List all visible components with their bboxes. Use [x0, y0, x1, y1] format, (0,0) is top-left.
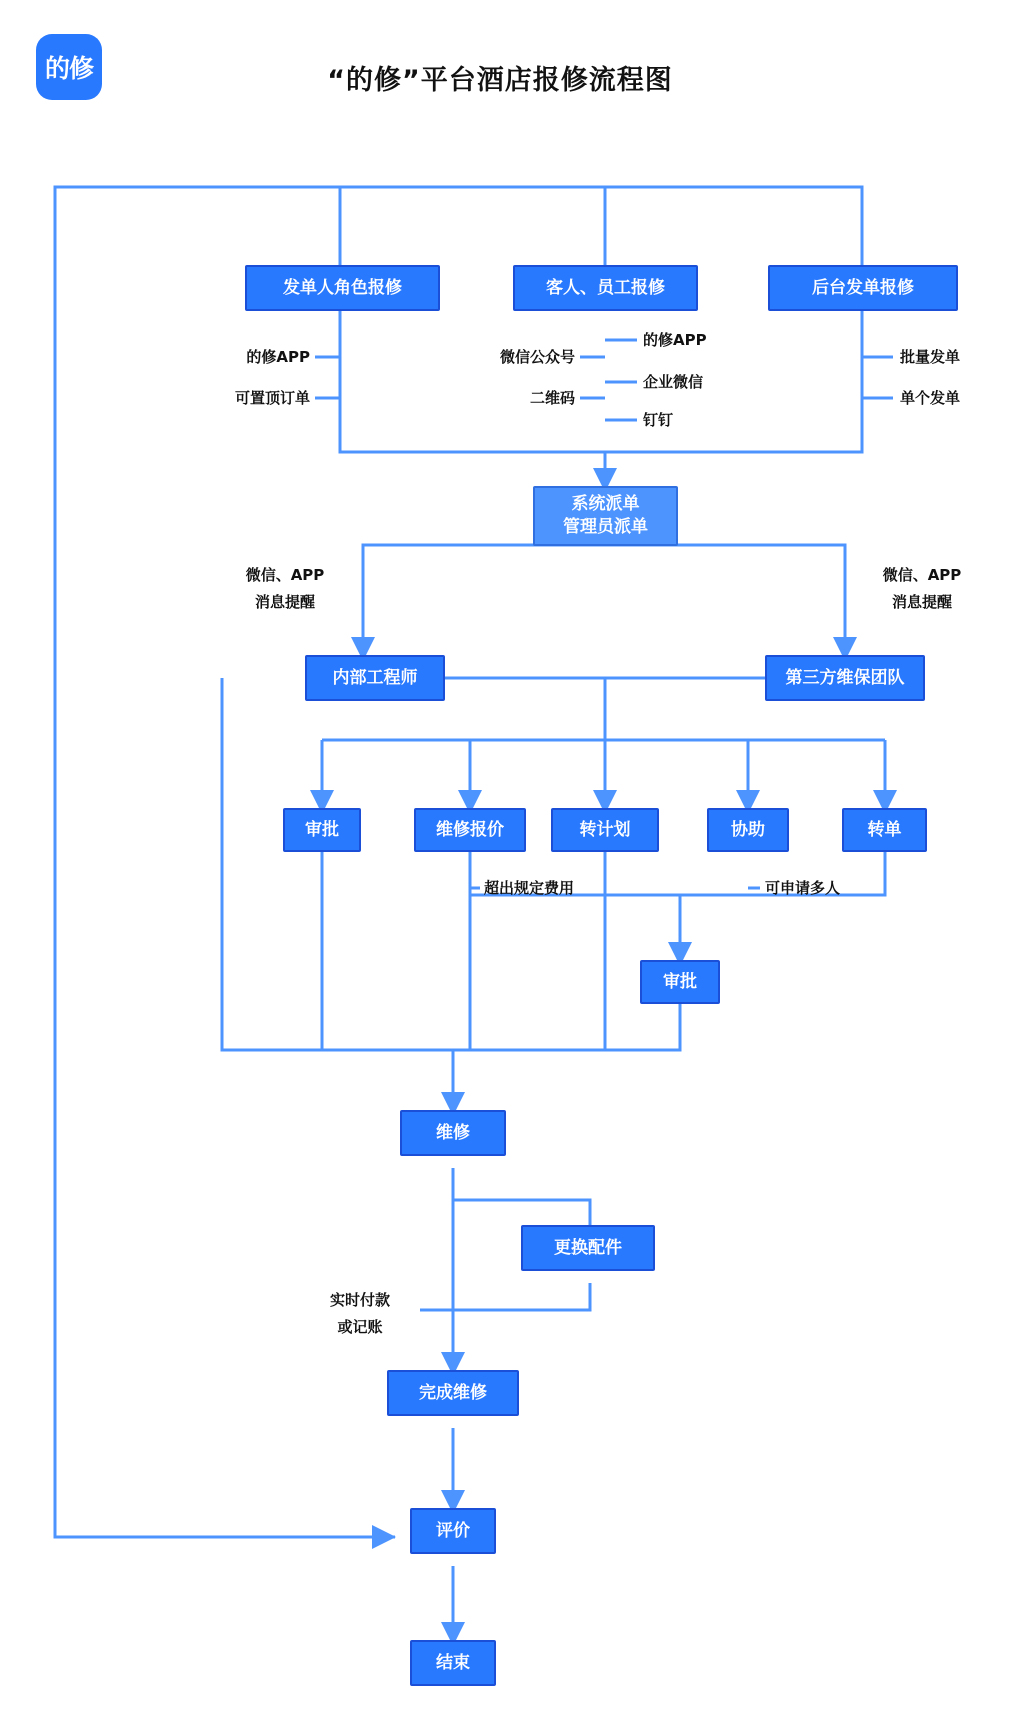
- node-repair-quote[interactable]: [414, 808, 526, 852]
- node-label: 内部工程师: [332, 667, 418, 688]
- label-dixiu-app-left: 的修APP: [246, 348, 310, 366]
- node-backend-report[interactable]: [768, 265, 958, 311]
- node-label: 发单人角色报修: [283, 277, 402, 298]
- node-label: 评价: [436, 1520, 470, 1541]
- label-payment-line1: 实时付款: [329, 1291, 390, 1309]
- node-label: 客人、员工报修: [546, 277, 665, 298]
- node-label: 后台发单报修: [812, 277, 914, 298]
- node-guest-staff-report[interactable]: [513, 265, 698, 311]
- node-label: 完成维修: [419, 1382, 487, 1403]
- node-finish-repair[interactable]: [387, 1370, 519, 1416]
- node-evaluate[interactable]: [410, 1508, 496, 1554]
- label-notify-right-line2: 消息提醒: [891, 593, 952, 611]
- node-approve-2[interactable]: [640, 960, 720, 1004]
- label-notify-left-line1: 微信、APP: [245, 566, 325, 584]
- node-label: 协助: [731, 819, 765, 840]
- node-label: 第三方维保团队: [785, 667, 905, 688]
- node-label: 维修报价: [436, 819, 504, 840]
- node-end[interactable]: [410, 1640, 496, 1686]
- label-dingtalk: 钉钉: [643, 411, 674, 429]
- label-dixiu-app-mid: 的修APP: [643, 331, 707, 349]
- label-batch-dispatch: 批量发单: [900, 348, 961, 366]
- node-label: 转计划: [579, 819, 631, 840]
- node-dispatch[interactable]: [533, 486, 678, 546]
- page-title: “的修”平台酒店报修流程图: [327, 65, 673, 96]
- label-wecom: 企业微信: [643, 373, 704, 391]
- node-label: 更换配件: [554, 1237, 622, 1258]
- node-label: 审批: [305, 819, 339, 840]
- label-payment-line2: 或记账: [337, 1318, 383, 1336]
- label-pin-top-order: 可置顶订单: [234, 389, 310, 407]
- node-transfer-order[interactable]: [842, 808, 927, 852]
- node-issuer-role-report[interactable]: [245, 265, 440, 311]
- node-label: 转单: [867, 819, 902, 840]
- label-over-cost: 超出规定费用: [484, 879, 575, 897]
- node-label-line2: 管理员派单: [563, 517, 648, 537]
- node-replace-parts[interactable]: [521, 1225, 655, 1271]
- node-approve-1[interactable]: [283, 808, 361, 852]
- label-qr-code: 二维码: [529, 389, 575, 407]
- node-third-party-team[interactable]: [765, 655, 925, 701]
- node-label: 结束: [436, 1652, 470, 1673]
- node-label-line1: 系统派单: [571, 494, 640, 515]
- label-single-dispatch: 单个发单: [900, 389, 961, 407]
- label-multi-person: 可申请多人: [765, 879, 841, 897]
- node-internal-engineer[interactable]: [305, 655, 445, 701]
- label-wechat-official: 微信公众号: [499, 348, 575, 366]
- node-to-plan[interactable]: [551, 808, 659, 852]
- node-label: 维修: [436, 1122, 470, 1143]
- node-assist[interactable]: [707, 808, 789, 852]
- node-label: 审批: [663, 971, 697, 992]
- label-notify-right-line1: 微信、APP: [882, 566, 962, 584]
- label-notify-left-line2: 消息提醒: [254, 593, 315, 611]
- brand-logo: 的修: [36, 34, 102, 100]
- node-repair[interactable]: [400, 1110, 506, 1156]
